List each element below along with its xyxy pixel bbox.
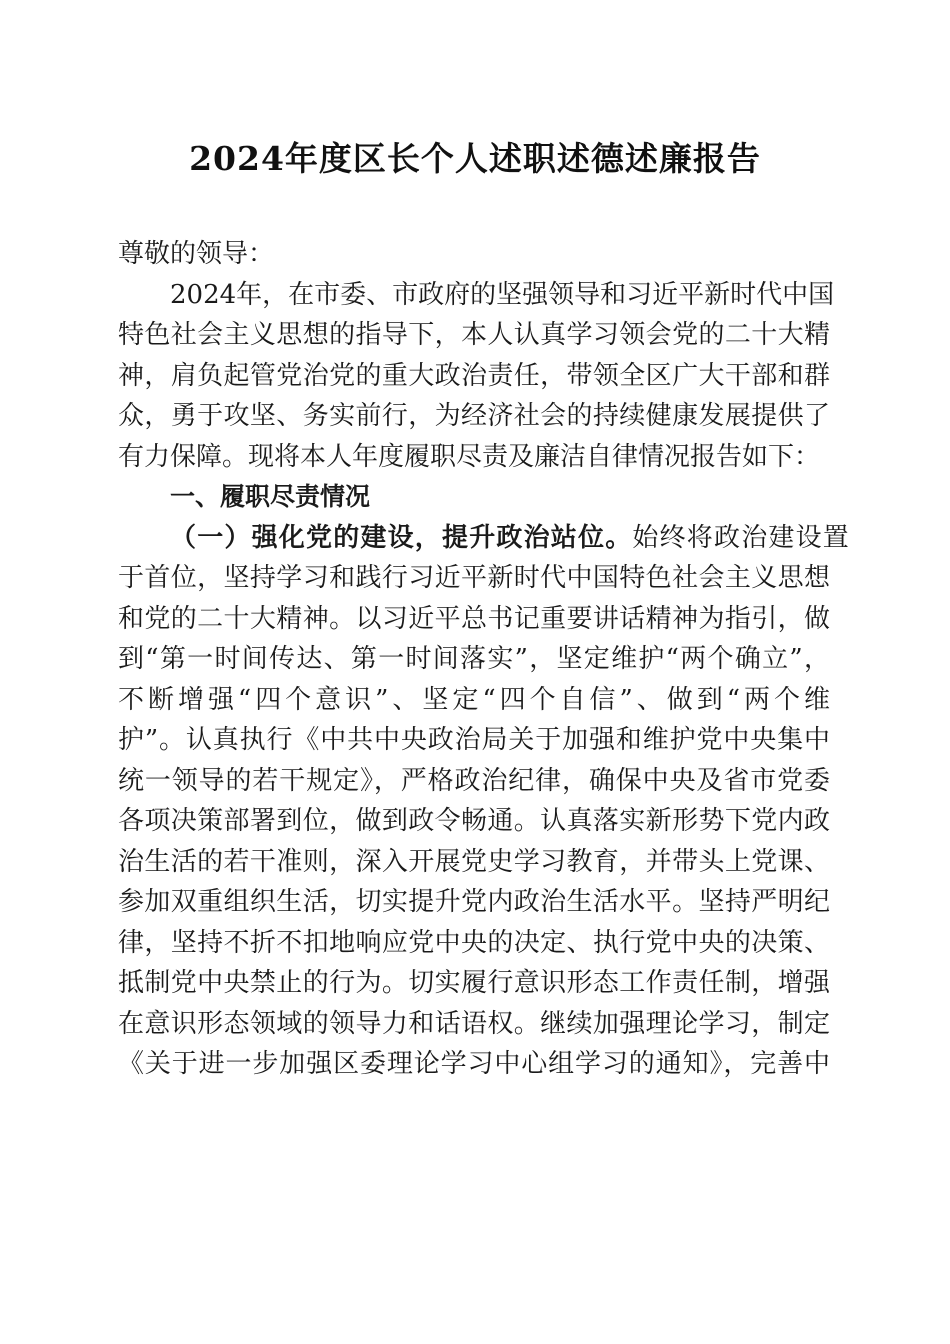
intro-line: 众，勇于攻坚、务实前行，为经济社会的持续健康发展提供了 <box>118 401 830 431</box>
document-body <box>118 234 851 1085</box>
paragraph-line: 不断增强“四个意识”、坚定“四个自信”、做到“两个维 <box>118 684 830 715</box>
paragraph-line: 参加双重组织生活，切实提升党内政治生活水平。坚持严明纪 <box>118 887 830 917</box>
document-title: 2024年度区长个人述职述德述廉报告 <box>189 139 761 178</box>
paragraph-line: 抵制党中央禁止的行为。切实履行意识形态工作责任制，增强 <box>118 968 830 998</box>
salutation: 尊敬的领导： <box>118 239 275 269</box>
intro-line: 神，肩负起管党治党的重大政治责任，带领全区广大干部和群 <box>118 360 830 391</box>
section-heading: 一、履职尽责情况 <box>170 482 371 511</box>
paragraph-line: 统一领导的若干规定》，严格政治纪律，确保中央及省市党委 <box>118 765 830 796</box>
paragraph-line: 治生活的若干准则，深入开展党史学习教育，并带头上党课、 <box>118 846 830 877</box>
paragraph-line: 到“第一时间传达、第一时间落实”，坚定维护“两个确立”， <box>118 644 830 674</box>
paragraph-line: 各项决策部署到位，做到政令畅通。认真落实新形势下党内政 <box>118 806 830 836</box>
paragraph-line: 在意识形态领域的领导力和话语权。继续加强理论学习，制定 <box>118 1008 830 1039</box>
subsection-heading: （一）强化党的建设，提升政治站位。 <box>170 522 633 553</box>
paragraph-line: 和党的二十大精神。以习近平总书记重要讲话精神为指引，做 <box>118 603 830 634</box>
intro-line: 有力保障。现将本人年度履职尽责及廉洁自律情况报告如下： <box>118 441 821 472</box>
intro-line: 2024年，在市委、市政府的坚强领导和习近平新时代中国 <box>170 279 835 310</box>
intro-line: 特色社会主义思想的指导下，本人认真学习领会党的二十大精 <box>118 320 830 350</box>
subsection-first-line-text: 始终将政治建设置 <box>632 522 851 553</box>
subsection-first-line <box>118 518 851 559</box>
paragraph-line: 于首位，坚持学习和践行习近平新时代中国特色社会主义思想 <box>118 563 830 593</box>
paragraph-line: 律，坚持不折不扣地响应党中央的决定、执行党中央的决策、 <box>118 927 830 958</box>
paragraph-line: 《关于进一步加强区委理论学习中心组学习的通知》，完善中 <box>118 1049 830 1079</box>
paragraph-line: 护”。认真执行《中共中央政治局关于加强和维护党中央集中 <box>118 725 830 755</box>
